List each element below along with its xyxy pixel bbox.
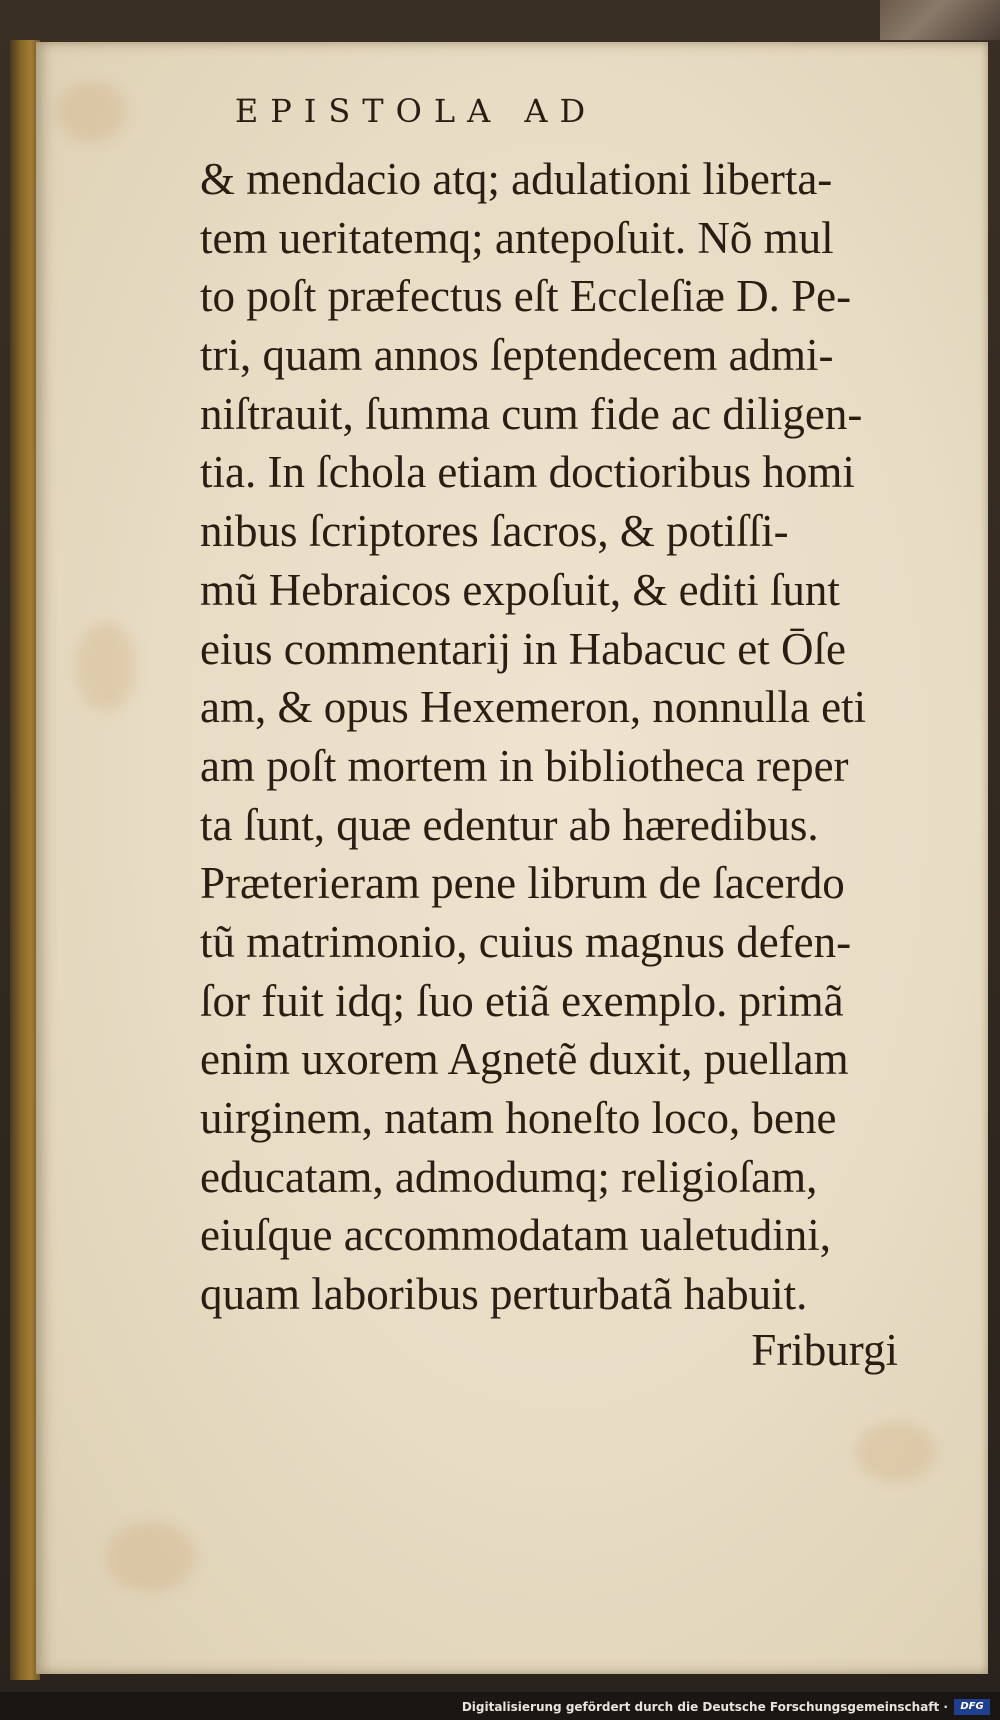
text-line: nibus ſcriptores ſacros, & potiſſi- (200, 506, 789, 557)
funding-credit: Digitalisierung gefördert durch die Deutsche Forschungsgemeinschaft · (461, 1700, 948, 1714)
text-line: tũ matrimonio, cuius magnus defen- (200, 916, 852, 967)
text-line: ta ſunt, quæ edentur ab hæredibus. (200, 799, 819, 850)
text-line: quam laboribus perturbatã habuit. (200, 1269, 808, 1320)
text-line: & mendacio atq; adulationi liberta- (200, 154, 833, 204)
foxing-stain (856, 1422, 936, 1482)
text-line: enim uxorem Agnetẽ duxit, puellam (200, 1034, 849, 1085)
running-head: EPISTOLA AD (234, 92, 598, 130)
book-page (36, 42, 988, 1674)
text-line: uirginem, natam honeſto loco, bene (200, 1093, 837, 1143)
text-line: tem ueritatemq; antepoſuit. Nõ mul (200, 212, 834, 263)
text-line: mũ Hebraicos expoſuit, & editi ſunt (200, 564, 840, 615)
text-line: eius commentarij in Habacuc et Ōſe (200, 623, 846, 674)
text-line: eiuſque accommodatam ualetudini, (200, 1210, 832, 1261)
book-cover-corner (880, 0, 1000, 40)
dfg-logo-icon: DFG (954, 1699, 990, 1715)
text-line: am poſt mortem in bibliotheca reper (200, 740, 849, 791)
catchword: Friburgi (751, 1325, 898, 1375)
foxing-stain (106, 1522, 196, 1592)
body-text (200, 150, 970, 1324)
text-line: ſor fuit idq; ſuo etiã exemplo. primã (200, 975, 844, 1026)
text-line: to poſt præfectus eſt Eccleſiæ D. Pe- (200, 271, 852, 322)
text-line: niſtrauit, ſumma cum fide ac diligen- (200, 388, 863, 439)
footer-strip (0, 1692, 1000, 1720)
text-line: Præterieram pene librum de ſacerdo (200, 858, 845, 909)
text-line: am, & opus Hexemeron, nonnulla eti (200, 682, 867, 733)
text-line: tri, quam annos ſeptendecem admi- (200, 330, 834, 381)
text-line: educatam, admodumq; religioſam, (200, 1151, 818, 1202)
foxing-stain (76, 622, 136, 712)
text-line: tia. In ſchola etiam doctioribus homi (200, 447, 855, 498)
